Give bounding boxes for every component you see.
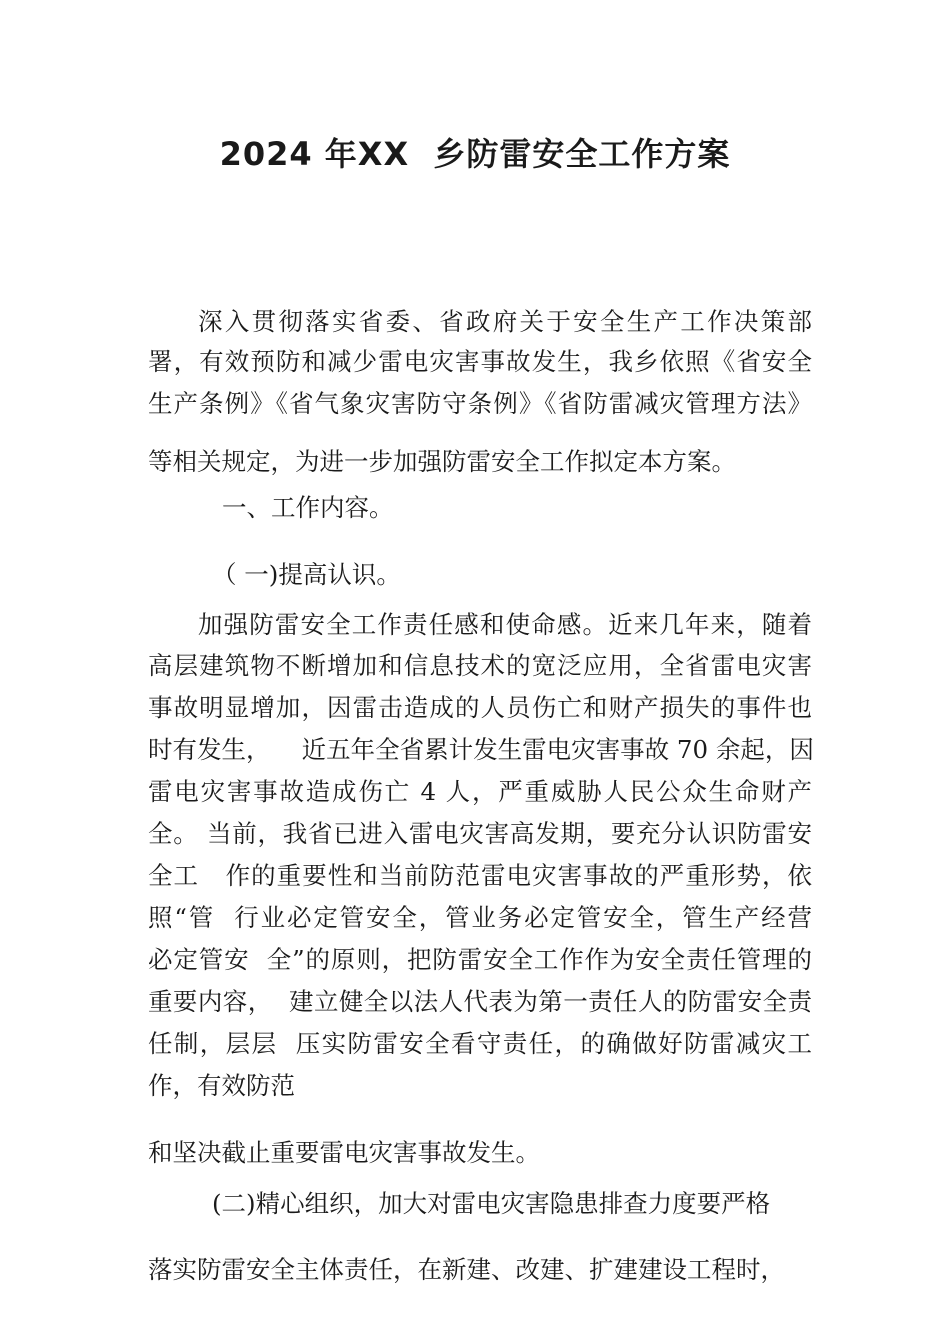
subsection-1-heading: （ 一)提高认识。 xyxy=(212,560,401,589)
subsection-1-line-3: 事故明显增加，因雷击造成的人员伤亡和财产损失的事件也 xyxy=(148,693,812,722)
intro-line-3: 生产条例》《省气象灾害防守条例》《省防雷减灾管理方法》 xyxy=(148,389,812,418)
subsection-1-line-11: 任制，层层 压实防雷安全看守责任，的确做好防雷减灾工 xyxy=(148,1029,812,1058)
subsection-1-line-5: 雷电灾害事故造成伤亡 4 人，严重威胁人民公众生命财产 xyxy=(148,777,812,806)
subsection-1-line-10: 重要内容， 建立健全以法人代表为第一责任人的防雷安全责 xyxy=(148,987,812,1016)
subsection-1-line-9: 必定管安 全”的原则，把防雷安全工作作为安全责任管理的 xyxy=(148,945,812,974)
subsection-1-line-7: 全工 作的重要性和当前防范雷电灾害事故的严重形势，依 xyxy=(148,861,812,890)
subsection-1-line-4: 时有发生， 近五年全省累计发生雷电灾害事故 70 余起，因 xyxy=(148,735,814,764)
intro-line-2: 署，有效预防和减少雷电灾害事故发生，我乡依照《省安全 xyxy=(148,347,812,376)
subsection-1-line-2: 高层建筑物不断增加和信息技术的宽泛应用，全省雷电灾害 xyxy=(148,651,812,680)
subsection-1-line-1: 加强防雷安全工作责任感和使命感。近来几年来，随着 xyxy=(198,610,812,639)
subsection-2-heading: (二)精心组织，加大对雷电灾害隐患排查力度要严格 xyxy=(212,1189,771,1218)
subsection-2-line-1: 落实防雷安全主体责任，在新建、改建、扩建建设工程时， xyxy=(148,1255,785,1284)
subsection-1-line-6: 全。 当前，我省已进入雷电灾害高发期，要充分认识防雷安 xyxy=(148,819,812,848)
subsection-1-line-8: 照“管 行业必定管安全，管业务必定管安全，管生产经营 xyxy=(148,903,812,932)
subsection-1-line-12: 作，有效防范 xyxy=(148,1071,295,1100)
document-title: 2024 年XX 乡防雷安全工作方案 xyxy=(219,135,731,173)
intro-line-1: 深入贯彻落实省委、省政府关于安全生产工作决策部 xyxy=(198,307,812,336)
subsection-1-line-13: 和坚决截止重要雷电灾害事故发生。 xyxy=(148,1138,540,1167)
intro-line-4: 等相关规定，为进一步加强防雷安全工作拟定本方案。 xyxy=(148,447,736,476)
section-1-heading: 一、工作内容。 xyxy=(222,493,394,522)
